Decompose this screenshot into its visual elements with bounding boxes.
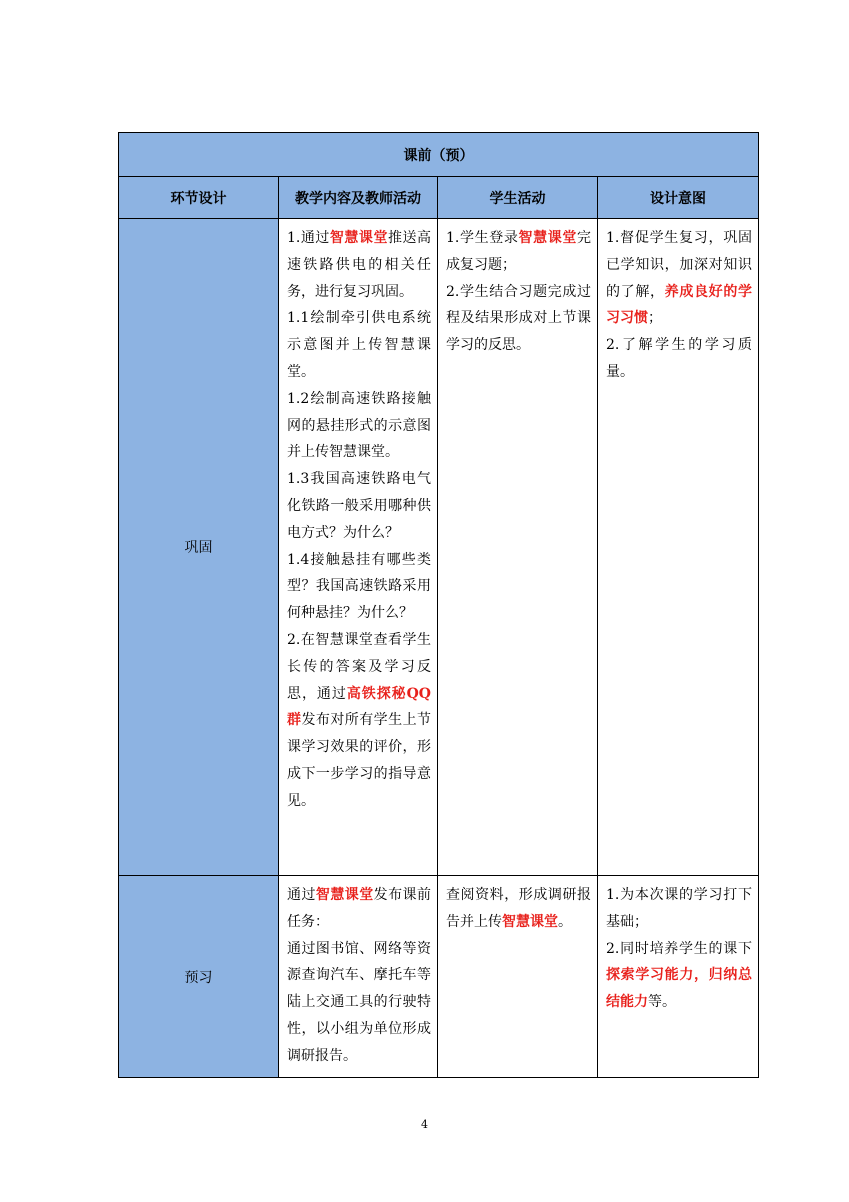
header-student-activity: 学生活动 (438, 177, 598, 219)
page-number: 4 (421, 1118, 428, 1131)
table-row (119, 876, 759, 1078)
highlight-text: 智慧课堂 (502, 913, 558, 930)
paragraph: 2.在智慧课堂查看学生长传的答案及学习反思，通过高铁探秘QQ 群发布对所有学生上节课学习效果的评价，形成下一步学习的指导意见。 (287, 631, 432, 809)
paragraph: 1.1绘制牵引供电系统示意图并上传智慧课堂。 (287, 310, 431, 380)
student-activity-cell (438, 876, 598, 1078)
paragraph: 2.了解学生的学习质量。 (606, 337, 752, 380)
highlight-text: ， (694, 967, 709, 984)
design-intent-cell (598, 876, 759, 1078)
paragraph: 2.同时培养学生的课下探索学习能力，归纳总结能力等。 (606, 940, 753, 1011)
teacher-activity-cell (279, 219, 438, 876)
paragraph: 1.3我国高速铁路电气化铁路一般采用哪种供电方式？为什么？ (287, 471, 431, 541)
teacher-activity-cell (279, 876, 438, 1078)
highlight-text: 探索学习能力 (606, 967, 694, 984)
table-row (119, 219, 759, 876)
header-row (119, 177, 759, 219)
paragraph: 查阅资料，形成调研报告并上传智慧课堂。 (446, 887, 591, 930)
paragraph: 通过智慧课堂发布课前任务： (287, 887, 432, 930)
highlight-text: 智慧课堂 (329, 230, 388, 246)
highlight-text: 高铁探秘QQ 群 (287, 685, 432, 729)
paragraph: 1.学生登录智慧课堂完成复习题； (446, 230, 592, 273)
header-teacher-activity: 教学内容及教师活动 (279, 177, 438, 219)
header-stage: 环节设计 (119, 177, 279, 219)
highlight-text: 智慧课堂 (518, 230, 578, 246)
design-intent-cell (598, 219, 759, 876)
paragraph: 1.4接触悬挂有哪些类型？我国高速铁路采用何种悬挂？为什么？ (287, 551, 431, 622)
paragraph: 2.学生结合习题完成过程及结果形成对上节课学习的反思。 (446, 283, 591, 354)
table-title: 课前（预） (119, 133, 759, 177)
highlight-text: 养成良好的学习习惯 (606, 283, 753, 327)
stage-label: 巩固 (119, 219, 279, 876)
highlight-text: 智慧课堂 (315, 887, 374, 903)
student-activity-cell (438, 219, 598, 876)
header-design-intent: 设计意图 (598, 177, 759, 219)
paragraph: 1.2绘制高速铁路接触网的悬挂形式的示意图并上传智慧课堂。 (287, 390, 431, 461)
paragraph: 1.督促学生复习，巩固已学知识，加深对知识的了解，养成良好的学习习惯； (606, 230, 753, 327)
lesson-plan-table (118, 132, 759, 1078)
highlight-text: 归纳总结能力 (606, 967, 753, 1011)
paragraph: 通过图书馆、网络等资源查询汽车、摩托车等陆上交通工具的行驶特性，以小组为单位形成调研报告。 (287, 940, 431, 1064)
paragraph: 1.通过智慧课堂推送高速铁路供电的相关任务，进行复习巩固。 (287, 230, 431, 300)
paragraph: 1.为本次课的学习打下基础； (606, 887, 752, 930)
stage-label: 预习 (119, 876, 279, 1078)
